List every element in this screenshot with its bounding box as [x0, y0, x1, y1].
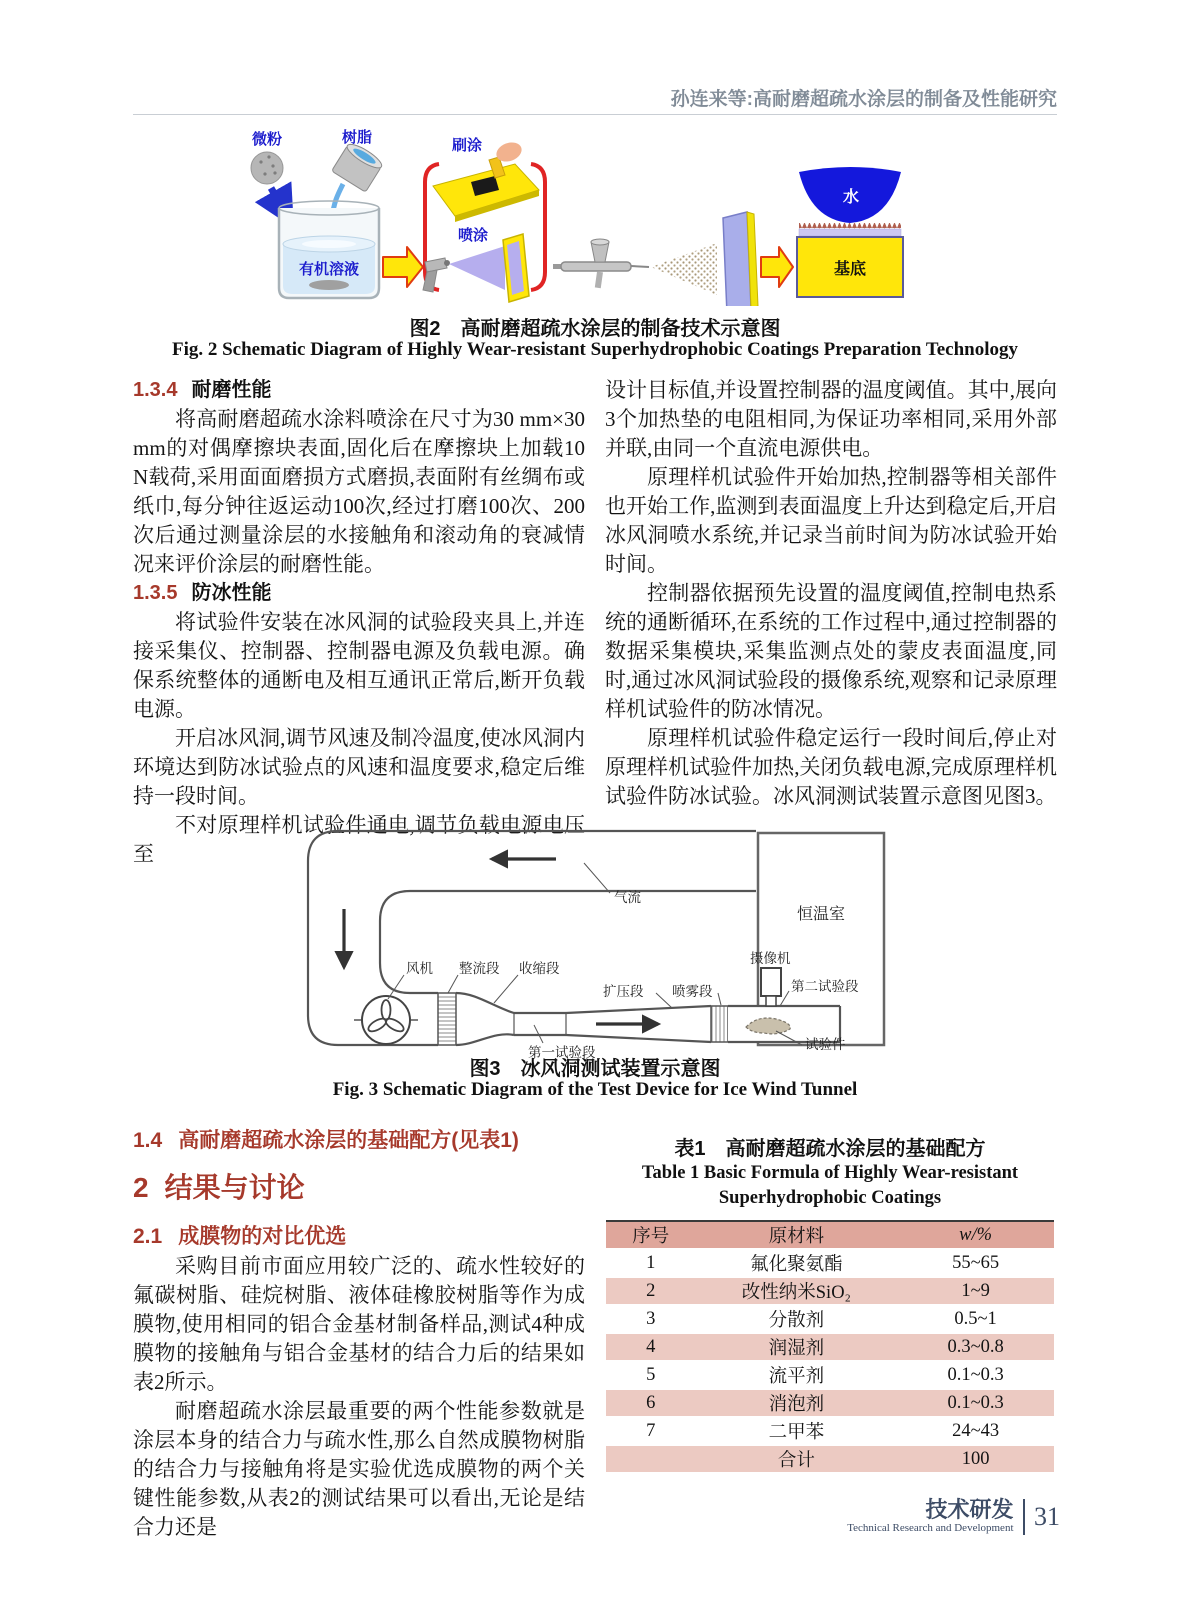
table1-caption-cn: 表1 高耐磨超疏水涂层的基础配方 [674, 1138, 986, 1160]
rectifier-section [438, 993, 456, 1045]
target-panel-icon [723, 212, 758, 306]
column-header: w/% [897, 1221, 1054, 1249]
right-column [605, 376, 1057, 869]
section-title: 结果与讨论 [164, 1172, 305, 1203]
cell: 1~9 [897, 1277, 1054, 1305]
table1-block [606, 1132, 1054, 1474]
figure3-label-rectifier: 整流段 [459, 961, 500, 976]
figure2-label-water: 水 [842, 189, 860, 206]
table-row [606, 1305, 1054, 1333]
figure3-label-test1: 第一试验段 [528, 1045, 596, 1060]
cell: 7 [606, 1417, 696, 1445]
section-number: 1.4 [133, 1129, 163, 1152]
footer-cn: 技术研发 [925, 1497, 1014, 1522]
column-header: 原材料 [696, 1221, 898, 1249]
footer-en: Technical Research and Development [847, 1522, 1014, 1534]
section-title: 高耐磨超疏水涂层的基础配方(见表1) [178, 1129, 519, 1152]
page-footer [847, 1498, 1060, 1535]
table-row [606, 1361, 1054, 1389]
cell: 消泡剂 [696, 1389, 898, 1417]
figure2-label-brush: 刷涂 [451, 137, 483, 154]
cell: 二甲苯 [696, 1417, 898, 1445]
table-row [606, 1249, 1054, 1277]
figure3-label-diffuser: 扩压段 [603, 984, 644, 999]
spray-gun-icon [423, 234, 529, 302]
figure3-caption-en: Fig. 3 Schematic Diagram of the Test Device for Ice Wind Tunnel [332, 1079, 858, 1100]
figure2-label-substrate: 基底 [833, 261, 867, 278]
paragraph: 原理样机试验件稳定运行一段时间后,停止对原理样机试验件加热,关闭负载电源,完成原理样机试验件防冰试验。冰风洞测试装置示意图见图3。 [605, 726, 1057, 808]
paragraph: 将高耐磨超疏水涂料喷涂在尺寸为30 mm×30 mm的对偶摩擦块表面,固化后在摩擦块上加载10 N载荷,采用面面磨损方式磨损,表面附有丝绸布或纸巾,每分钟往返运动100次,经过打磨100次、200次后通过测量涂层的水接触角和滚动角的衰减情况来评价涂层的耐磨性能。 [133, 407, 585, 576]
figure2-label-powder: 微粉 [251, 131, 283, 148]
section-heading-2-1 [133, 1220, 346, 1250]
airbrush-icon [553, 239, 649, 288]
paragraph: 设计目标值,并设置控制器的温度阈值。其中,展向3个加热垫的电阻相同,为保证功率相同,采用外部并联,由同一个直流电源供电。 [605, 378, 1057, 460]
table-header-row [606, 1221, 1054, 1249]
header-rule [133, 114, 1057, 115]
beaker-icon [279, 201, 379, 298]
figure2-diagram [187, 126, 907, 306]
flow-arrow-icon [761, 247, 793, 287]
flow-arrow-icon [383, 247, 423, 287]
cell [606, 1445, 696, 1473]
cell: 6 [606, 1389, 696, 1417]
section-number: 1.3.5 [133, 582, 178, 604]
figure2-caption-cn: 图2 高耐磨超疏水涂层的制备技术示意图 [409, 318, 781, 340]
cell: 0.3~0.8 [897, 1333, 1054, 1361]
section-title: 耐磨性能 [191, 379, 272, 401]
section-title: 成膜物的对比优选 [178, 1225, 347, 1248]
spray-section [711, 1006, 728, 1042]
figure3-label-fan: 风机 [406, 961, 433, 976]
table-row [606, 1333, 1054, 1361]
spray-mist [651, 243, 717, 295]
body-columns [133, 376, 1057, 869]
column-header: 序号 [606, 1221, 696, 1249]
left-column [133, 376, 585, 869]
cell: 0.1~0.3 [897, 1389, 1054, 1417]
cell: 55~65 [897, 1249, 1054, 1277]
paragraph: 开启冰风洞,调节风速及制冷温度,使冰风洞内环境达到防冰试验点的风速和温度要求,稳定后维持一段时间。 [133, 726, 585, 808]
running-head: 孙连来等:高耐磨超疏水涂层的制备及性能研究 [670, 89, 1057, 110]
cell: 1 [606, 1249, 696, 1277]
section-heading-2 [133, 1166, 305, 1206]
figure2-caption-en: Fig. 2 Schematic Diagram of Highly Wear-resistant Superhydrophobic Coatings Preparation Technology [171, 339, 1019, 360]
cell: 合计 [696, 1445, 898, 1473]
table1-caption-en-line2: Superhydrophobic Coatings [718, 1188, 942, 1208]
figure2-label-solution: 有机溶液 [298, 261, 360, 278]
figure3-label-contraction: 收缩段 [519, 961, 560, 976]
figure3-label-test2: 第二试验段 [791, 979, 859, 994]
figure2-label-spray: 喷涂 [457, 227, 489, 244]
figure3-diagram [298, 803, 890, 1061]
figure3-label-spray: 喷雾段 [672, 984, 713, 999]
cell: 改性纳米SiO₂ [696, 1277, 898, 1305]
bottom-left-column [133, 1252, 585, 1542]
section-heading-1-3-5 [133, 579, 585, 608]
paragraph: 耐磨超疏水涂层最重要的两个性能参数就是涂层本身的结合力与疏水性,那么自然成膜物树脂的结合力与接触角将是实验优选成膜物的两个关键性能参数,从表2的测试结果可以看出,无论是结合力还是 [133, 1399, 585, 1539]
paragraph: 原理样机试验件开始加热,控制器等相关部件也开始工作,监测到表面温度上升达到稳定后,开启冰风洞喷水系统,并记录当前时间为防冰试验开始时间。 [605, 465, 1057, 576]
figure3-label-specimen: 试验件 [805, 1037, 846, 1052]
section-number: 2.1 [133, 1225, 163, 1248]
cell: 24~43 [897, 1417, 1054, 1445]
footer-section-name [847, 1498, 1013, 1535]
table-row [606, 1389, 1054, 1417]
section-title: 防冰性能 [191, 582, 272, 604]
cell: 0.1~0.3 [897, 1361, 1054, 1389]
cell: 5 [606, 1361, 696, 1389]
resin-bucket-icon [332, 140, 385, 192]
cell: 4 [606, 1333, 696, 1361]
table-total-row [606, 1445, 1054, 1473]
figure3-caption-cn: 图3 冰风洞测试装置示意图 [469, 1058, 721, 1080]
paragraph: 采购目前市面应用较广泛的、疏水性较好的氟碳树脂、硅烷树脂、液体硅橡胶树脂等作为成膜物,使用相同的铝合金基材制备样品,测试4种成膜物的接触角与铝合金基材的结合力后的结果如表2所示。 [133, 1254, 585, 1394]
cell: 2 [606, 1277, 696, 1305]
paragraph: 不对原理样机试验件通电,调节负载电源电压至 [133, 813, 585, 866]
cell: 流平剂 [696, 1361, 898, 1389]
cell: 3 [606, 1305, 696, 1333]
table1-caption-en-line1: Table 1 Basic Formula of Highly Wear-resistant [641, 1163, 1019, 1183]
section-heading-1-4 [133, 1124, 519, 1154]
figure3-label-chamber: 恒温室 [796, 906, 846, 923]
figure3-label-camera: 摄像机 [750, 951, 791, 966]
paragraph: 将试验件安装在冰风洞的试验段夹具上,并连接采集仪、控制器、控制器电源及负载电源。确保系统整体的通断电及相互通讯正常后,断开负载电源。 [133, 610, 585, 721]
table1 [606, 1220, 1054, 1474]
footer-divider [1023, 1499, 1026, 1535]
section-number: 2 [133, 1172, 149, 1203]
page-number: 31 [1034, 1501, 1060, 1531]
cell: 氟化聚氨酯 [696, 1249, 898, 1277]
cell: 100 [897, 1445, 1054, 1473]
section-heading-1-3-4 [133, 376, 585, 405]
section-number: 1.3.4 [133, 379, 178, 401]
figure2-label-resin: 树脂 [341, 129, 373, 146]
cell: 0.5~1 [897, 1305, 1054, 1333]
cell: 润湿剂 [696, 1333, 898, 1361]
table-row [606, 1277, 1054, 1305]
brush-coating-icon [433, 139, 539, 222]
figure3-label-airflow: 气流 [614, 890, 641, 905]
table-row [606, 1417, 1054, 1445]
cell: 分散剂 [696, 1305, 898, 1333]
paragraph: 控制器依据预先设置的温度阈值,控制电热系统的通断循环,在系统的工作过程中,通过控制器的数据采集模块,采集监测点处的蒙皮表面温度,同时,通过冰风洞试验段的摄像系统,观察和记录原理样机试验件的防冰情况。 [605, 581, 1057, 721]
powder-icon [251, 152, 283, 184]
fan-icon [354, 996, 418, 1044]
